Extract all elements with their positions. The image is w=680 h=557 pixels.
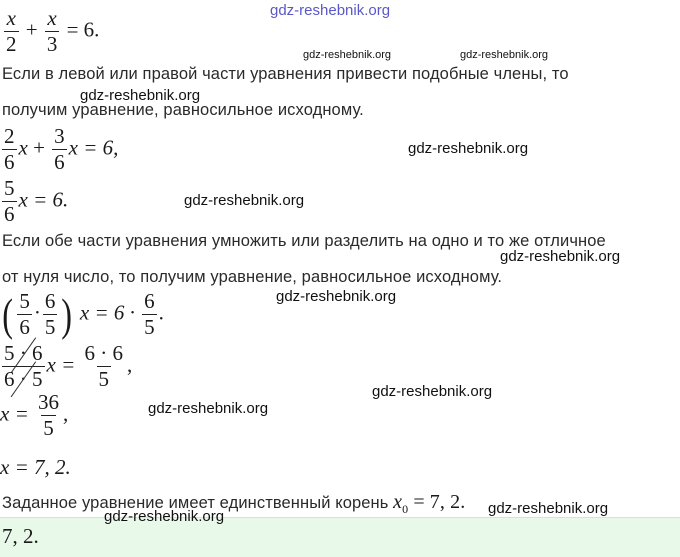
equation-1: $\frac{x}{2}$ + $\frac{x}{3}$ = 6. (6, 6, 100, 56)
paragraph-2-line-2: от нуля число, то получим уравнение, равносильное исходному. (2, 268, 503, 286)
paragraph-1-line-1: Если в левой или правой части уравнения привести подобные члены, то (2, 65, 569, 83)
conclusion-text: Заданное уравнение имеет единственный корень $x_0 = 7$, 2. (2, 491, 466, 516)
equation-4: ( $\frac{5}{6}$ · $\frac{6}{5}$ ) x = 6 · $\frac{6}{5}$ . (2, 288, 164, 340)
watermark: gdz-reshebnik.org (184, 192, 305, 209)
watermark: gdz-reshebnik.org (148, 400, 269, 417)
paragraph-2-line-1: Если обе части уравнения умножить или разделить на одно и то же отличное (2, 232, 606, 250)
equation-2: $\frac{2}{6}$ x + $\frac{3}{6}$ x = 6, (4, 124, 119, 174)
answer-panel (0, 517, 680, 557)
watermark: gdz-reshebnik.org (104, 508, 225, 525)
answer-value: 7, 2. (2, 524, 39, 548)
equation-7: x = 7, 2. (0, 455, 71, 479)
watermark-top: gdz-reshebnik.org (270, 2, 391, 19)
equation-6: x = $\frac{36}{5}$ , (0, 390, 69, 440)
watermark: gdz-reshebnik.org (303, 49, 392, 61)
equation-3: $\frac{5}{6}$ x = 6. (4, 176, 69, 226)
watermark: gdz-reshebnik.org (460, 49, 549, 61)
watermark: gdz-reshebnik.org (488, 500, 609, 517)
equation-5: $\frac{5 \cdot 6}{6 \cdot 5}$ x = $\frac{6 \cdot 6}{5}$ , (4, 341, 133, 391)
watermark: gdz-reshebnik.org (500, 248, 621, 265)
watermark: gdz-reshebnik.org (408, 140, 529, 157)
watermark: gdz-reshebnik.org (372, 383, 493, 400)
paragraph-1-line-2: получим уравнение, равносильное исходному. (2, 101, 364, 119)
watermark: gdz-reshebnik.org (80, 87, 201, 104)
watermark: gdz-reshebnik.org (276, 288, 397, 305)
